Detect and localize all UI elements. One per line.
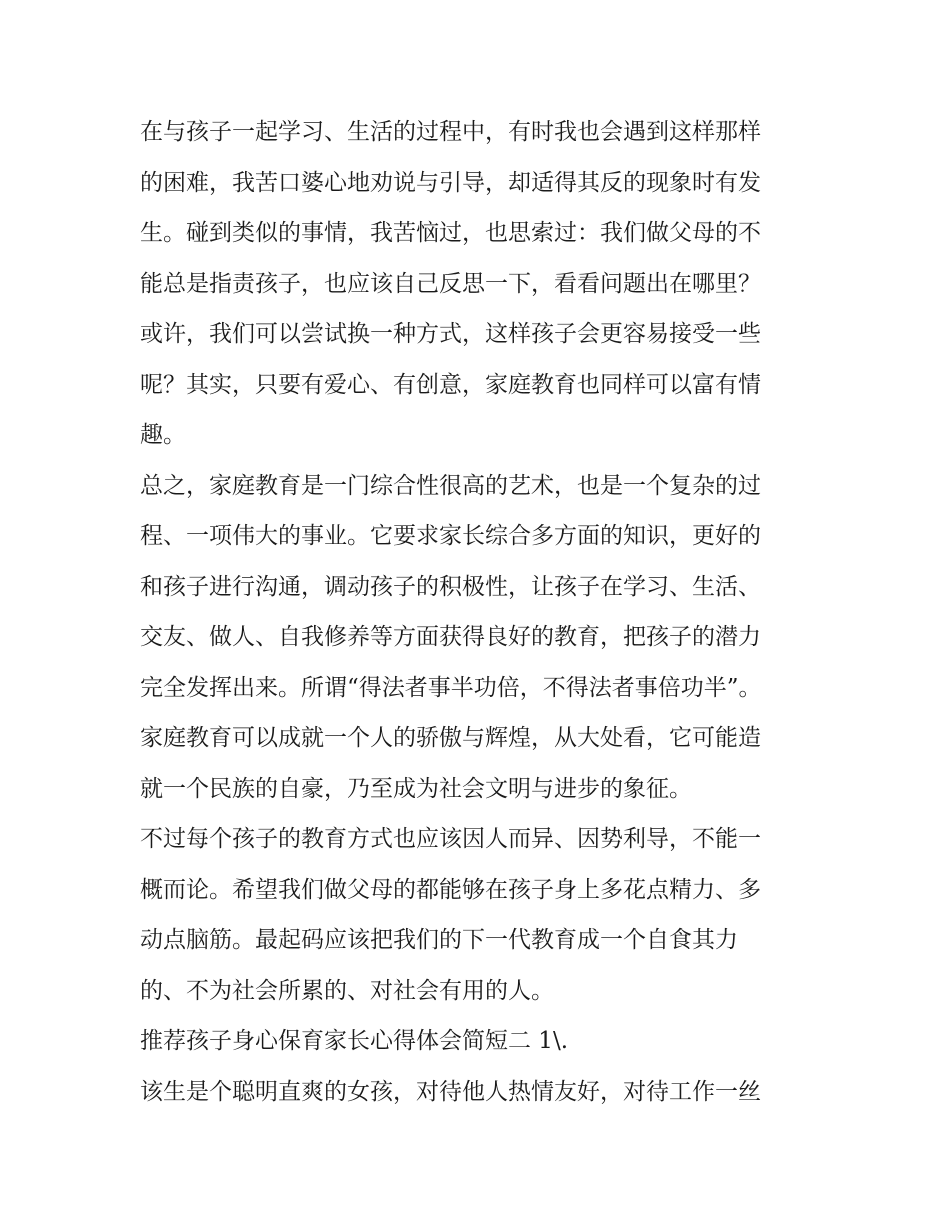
text-line: 动点脑筋。最起码应该把我们的下一代教育成一个自食其力 — [140, 927, 738, 953]
text-line: 概而论。希望我们做父母的都能够在孩子身上多花点精力、多 — [140, 876, 761, 903]
text-line: 能总是指责孩子，也应该自己反思一下，看看问题出在哪里？ — [140, 270, 761, 297]
text-line: 生。碰到类似的事情，我苦恼过，也思索过：我们做父母的不 — [140, 220, 761, 246]
section-heading: 推荐孩子身心保育家长心得体会简短二 1\. — [140, 1028, 569, 1054]
text-line: 完全发挥出来。所谓“得法者事半功倍，不得法者事倍功半”。 — [140, 674, 762, 701]
text-line: 的困难，我苦口婆心地劝说与引导，却适得其反的现象时有发 — [140, 169, 761, 196]
text-line: 家庭教育可以成就一个人的骄傲与辉煌，从大处看，它可能造 — [140, 725, 761, 751]
text-line: 在与孩子一起学习、生活的过程中，有时我也会遇到这样那样 — [140, 119, 761, 145]
text-line: 或许，我们可以尝试换一种方式，这样孩子会更容易接受一些 — [140, 321, 761, 347]
text-line: 呢？其实，只要有爱心、有创意，家庭教育也同样可以富有情 — [140, 371, 761, 398]
text-line: 交友、做人、自我修养等方面获得良好的教育，把孩子的潜力 — [140, 624, 761, 650]
document-body — [140, 107, 820, 1117]
text-line: 总之，家庭教育是一门综合性很高的艺术，也是一个复杂的过 — [140, 472, 761, 499]
text-line: 程、一项伟大的事业。它要求家长综合多方面的知识，更好的 — [140, 523, 761, 549]
text-line: 和孩子进行沟通，调动孩子的积极性，让孩子在学习、生活、 — [140, 573, 761, 600]
text-line: 就一个民族的自豪，乃至成为社会文明与进步的象征。 — [140, 775, 692, 802]
text-line: 的、不为社会所累的、对社会有用的人。 — [140, 977, 554, 1004]
text-line: 趣。 — [140, 422, 186, 448]
text-line: 该生是个聪明直爽的女孩，对待他人热情友好，对待工作一丝 — [140, 1078, 761, 1105]
text-line: 不过每个孩子的教育方式也应该因人而异、因势利导，不能一 — [140, 826, 761, 852]
